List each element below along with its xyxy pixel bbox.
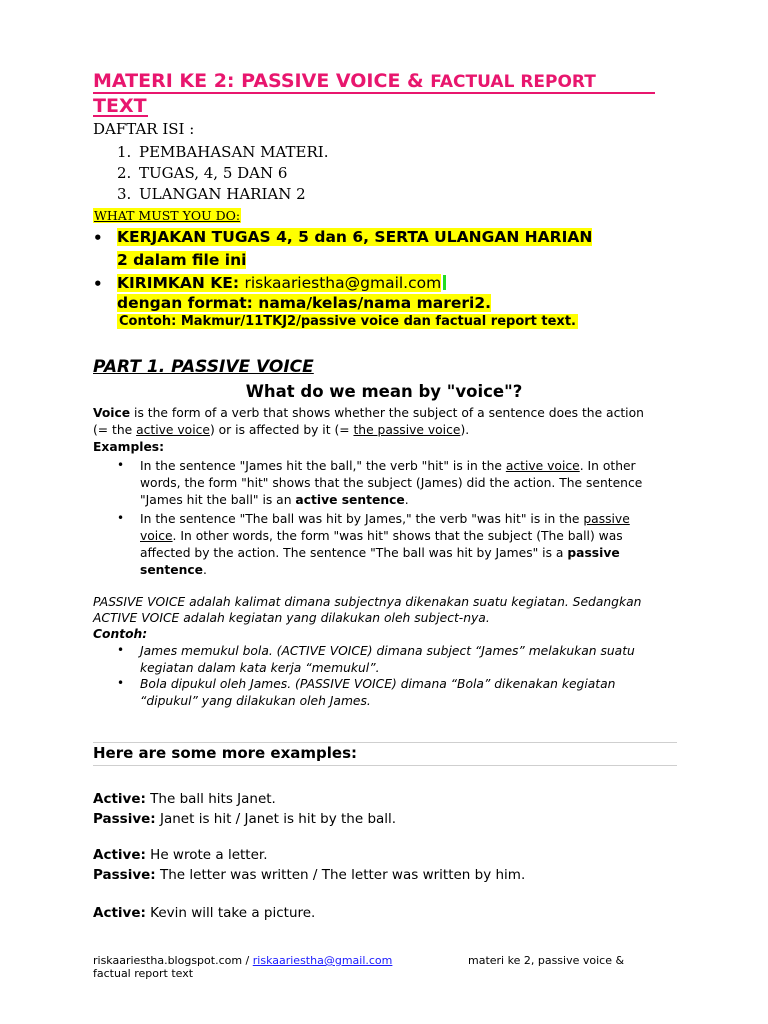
footer-right: materi ke 2, passive voice & — [468, 954, 625, 967]
indo-contoh: Contoh: — [93, 627, 148, 641]
title-underline — [93, 92, 655, 94]
more-examples-heading: Here are some more examples: — [93, 744, 358, 762]
example-pair: Passive: Janet is hit / Janet is hit by the ball. — [93, 811, 397, 827]
indo-item-1-line1: James memukul bola. (ACTIVE VOICE) dimana subject “James” melakukan suatu — [140, 644, 635, 658]
indo-item-1-line2: kegiatan dalam kata kerja “memukul”. — [140, 661, 380, 675]
bullet-dot: • — [117, 458, 125, 472]
text-cursor — [443, 275, 446, 290]
section-rule-bottom — [93, 765, 677, 766]
example-pair: Passive: The letter was written / The letter was written by him. — [93, 867, 526, 883]
document-title — [93, 70, 596, 92]
title-line2: TEXT — [93, 95, 147, 117]
instruction-1-line1: KERJAKAN TUGAS 4, 5 dan 6, SERTA ULANGAN HARIAN — [117, 228, 593, 246]
title-underline-2 — [93, 115, 148, 117]
instruction-2-line1: KIRIMKAN KE: riskaariestha@gmail.com — [117, 274, 446, 292]
example-pair: Active: The ball hits Janet. — [93, 791, 276, 807]
indo-line2: ACTIVE VOICE adalah kegiatan yang dilakukan oleh subject-nya. — [93, 611, 490, 625]
indo-item-2-line1: Bola dipukul oleh James. (PASSIVE VOICE) dimana “Bola” dikenakan kegiatan — [140, 677, 616, 691]
indo-item-2-line2: “dipukul” yang dilakukan oleh James. — [140, 694, 371, 708]
instruction-1-line2: 2 dalam file ini — [117, 251, 247, 269]
footer-line2: factual report text — [93, 967, 194, 980]
example-2: In the sentence "The ball was hit by James," the verb "was hit" is in the passive voice. In other words, the form "was hit" shows that the subject (The ball) was affected by the action. The sentence "The ball was hit by James" is a passive sentence. — [140, 512, 630, 577]
toc-item: 3. ULANGAN HARIAN 2 — [117, 185, 306, 203]
part1-heading: PART 1. PASSIVE VOICE — [93, 357, 314, 377]
part1-subheading: What do we mean by "voice"? — [245, 382, 523, 401]
footer-left: riskaariestha.blogspot.com / riskaariestha@gmail.com — [93, 954, 393, 967]
indo-line1: PASSIVE VOICE adalah kalimat dimana subjectnya dikenakan suatu kegiatan. Sedangkan — [93, 595, 642, 609]
example-pair: Active: He wrote a letter. — [93, 847, 268, 863]
what-must-heading: WHAT MUST YOU DO: — [94, 208, 241, 223]
email-text: riskaariestha@gmail.com — [244, 274, 442, 292]
instruction-2-line2: dengan format: nama/kelas/nama mareri2. — [117, 294, 492, 312]
instruction-example: Contoh: Makmur/11TKJ2/passive voice dan factual report text. — [119, 314, 576, 329]
bullet-dot: • — [117, 511, 125, 525]
toc-item: 2. TUGAS, 4, 5 DAN 6 — [117, 164, 288, 182]
bullet-dot: • — [93, 275, 103, 293]
bullet-dot: • — [93, 229, 103, 247]
section-rule-top — [93, 742, 677, 743]
example-pair: Active: Kevin will take a picture. — [93, 905, 316, 921]
examples-label: Examples: — [93, 440, 165, 454]
footer-email-link[interactable]: riskaariestha@gmail.com — [252, 954, 393, 967]
toc-heading: DAFTAR ISI : — [93, 120, 195, 138]
bullet-dot: • — [117, 643, 125, 657]
example-1: In the sentence "James hit the ball," the verb "hit" is in the active voice. In other words, the form "hit" shows that the subject (James) did the action. The sentence "James hit the ball" is an active sentence. — [140, 459, 643, 507]
title-line1-small: FACTUAL REPORT — [430, 72, 596, 92]
bullet-dot: • — [117, 676, 125, 690]
intro-paragraph: Voice is the form of a verb that shows whether the subject of a sentence does the action (= the active voice) or is affected by it (= the passive voice). — [93, 406, 644, 437]
title-line1: MATERI KE 2: PASSIVE VOICE & — [93, 70, 431, 92]
toc-item: 1. PEMBAHASAN MATERI. — [117, 143, 329, 161]
